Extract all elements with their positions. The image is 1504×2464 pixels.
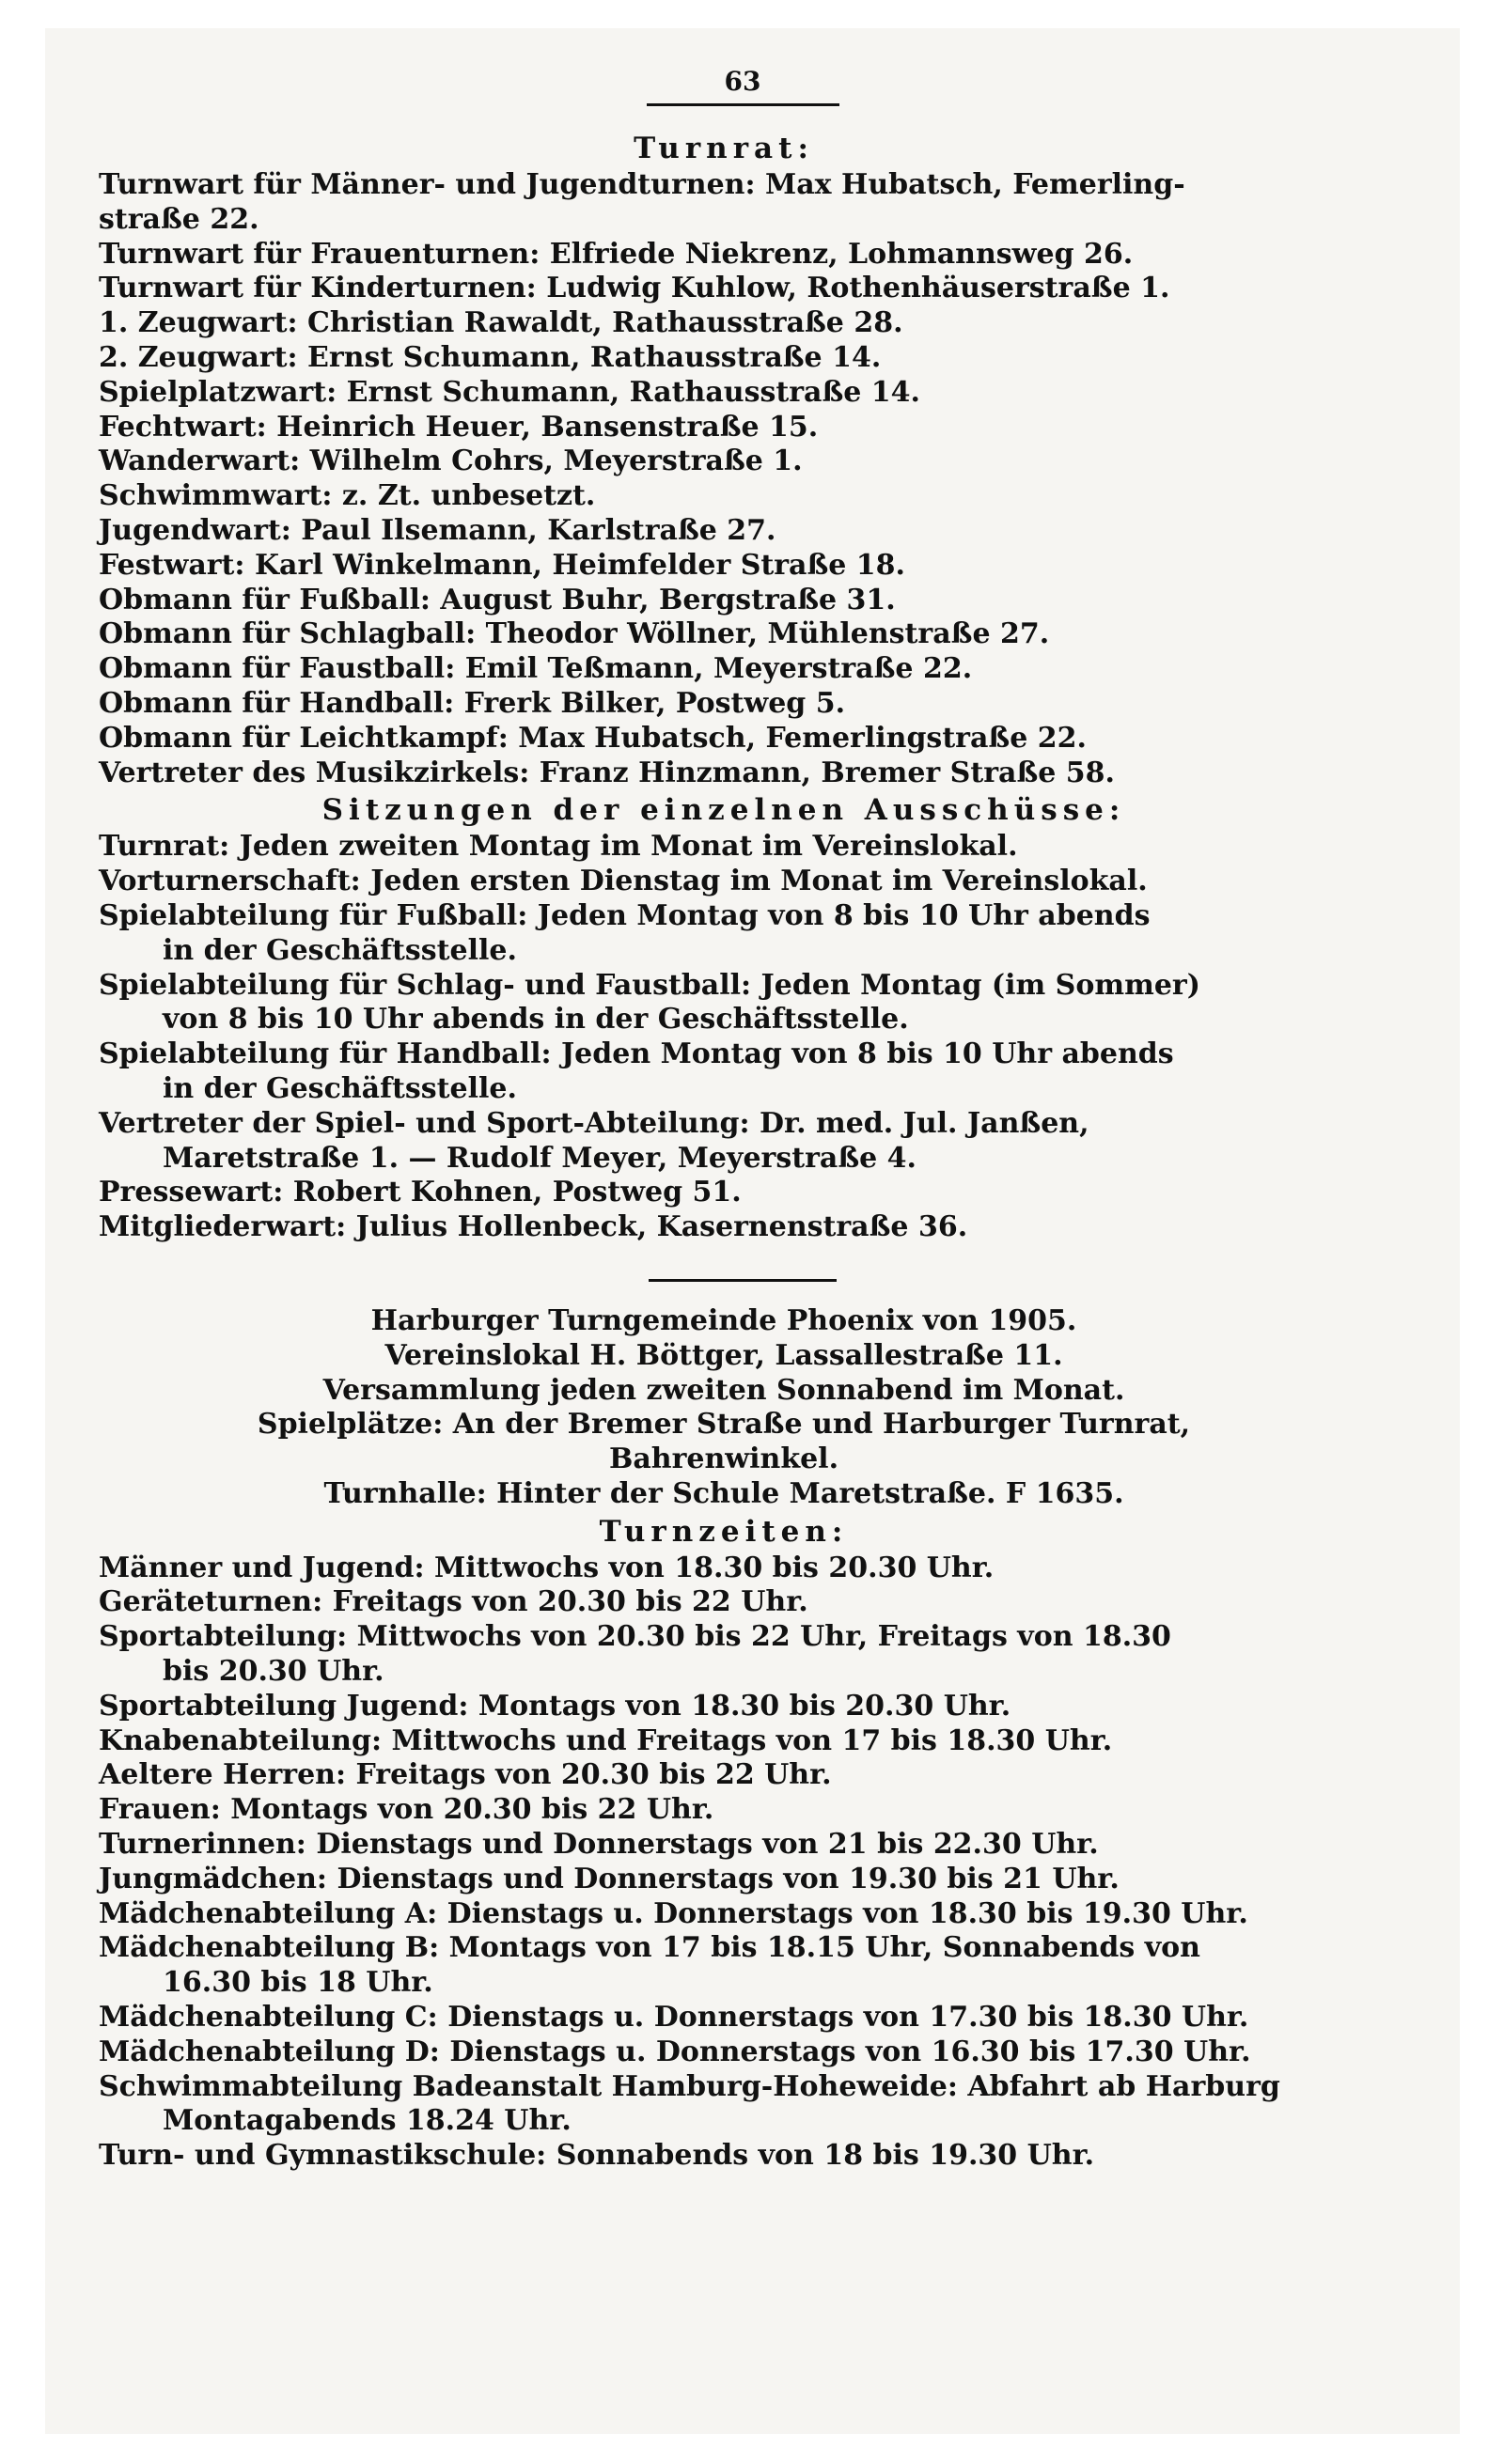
heading-turnzeiten: Turnzeiten:: [599, 1514, 849, 1549]
text-line: Obmann für Faustball: Emil Teßmann, Meyerstraße 22.: [99, 652, 973, 686]
text-line: Männer und Jugend: Mittwochs von 18.30 bis 20.30 Uhr.: [99, 1551, 995, 1584]
text-line: Mädchenabteilung A: Dienstags u. Donnerstags von 18.30 bis 19.30 Uhr.: [99, 1896, 1248, 1930]
text-line: Fechtwart: Heinrich Heuer, Bansenstraße 15.: [99, 410, 819, 444]
text-line: Wanderwart: Wilhelm Cohrs, Meyerstraße 1.: [99, 444, 803, 478]
text-line: bis 20.30 Uhr.: [163, 1655, 384, 1689]
text-line: von 8 bis 10 Uhr abends in der Geschäftsstelle.: [163, 1003, 909, 1037]
text-line: Sportabteilung Jugend: Montags von 18.30 bis 20.30 Uhr.: [99, 1689, 1011, 1723]
text-line: Spielabteilung für Fußball: Jeden Montag von 8 bis 10 Uhr abends: [99, 898, 1151, 932]
text-line: in der Geschäftsstelle.: [163, 933, 517, 967]
text-line: Turn- und Gymnastikschule: Sonnabends von 18 bis 19.30 Uhr.: [99, 2139, 1095, 2173]
text-line: Vertreter des Musikzirkels: Franz Hinzmann, Bremer Straße 58.: [99, 756, 1115, 789]
text-line: 2. Zeugwart: Ernst Schumann, Rathausstraße 14.: [99, 340, 882, 374]
club-title: Harburger Turngemeinde Phoenix von 1905.: [370, 1303, 1077, 1337]
turnzeiten-list: [99, 1552, 1349, 2174]
text-line: Montagabends 18.24 Uhr.: [163, 2104, 572, 2138]
text-line: Aeltere Herren: Freitags von 20.30 bis 22 Uhr.: [99, 1758, 832, 1792]
text-line: Pressewart: Robert Kohnen, Postweg 51.: [99, 1176, 742, 1209]
text-line: Turnwart für Kinderturnen: Ludwig Kuhlow, Rothenhäuserstraße 1.: [99, 272, 1170, 305]
text-line: Obmann für Fußball: August Buhr, Bergstraße 31.: [99, 583, 896, 616]
text-line: Mädchenabteilung D: Dienstags u. Donnerstags von 16.30 bis 17.30 Uhr.: [99, 2035, 1251, 2068]
text-line: Schwimmwart: z. Zt. unbesetzt.: [99, 479, 596, 513]
text-line: Vertreter der Spiel- und Sport-Abteilung: Dr. med. Jul. Janßen,: [99, 1106, 1089, 1140]
text-line: Mädchenabteilung B: Montags von 17 bis 18.15 Uhr, Sonnabends von: [99, 1931, 1200, 1965]
club-turnhalle: Turnhalle: Hinter der Schule Maretstraße. F 1635.: [323, 1476, 1124, 1510]
text-line: Obmann für Schlagball: Theodor Wöllner, Mühlenstraße 27.: [99, 617, 1050, 651]
text-line: 1. Zeugwart: Christian Rawaldt, Rathausstraße 28.: [99, 306, 903, 340]
text-line: 16.30 bis 18 Uhr.: [163, 1966, 433, 2000]
text-line: Geräteturnen: Freitags von 20.30 bis 22 Uhr.: [99, 1585, 808, 1619]
text-line: Obmann für Handball: Frerk Bilker, Postweg 5.: [99, 686, 846, 720]
text-line: Vorturnerschaft: Jeden ersten Dienstag im Monat im Vereinslokal.: [99, 865, 1148, 898]
text-line: Sportabteilung: Mittwochs von 20.30 bis 22 Uhr, Freitags von 18.30: [99, 1620, 1171, 1654]
section-divider: [649, 1279, 837, 1282]
text-line: Turnrat: Jeden zweiten Montag im Monat im Vereinslokal.: [99, 830, 1018, 864]
text-line: Knabenabteilung: Mittwochs und Freitags von 17 bis 18.30 Uhr.: [99, 1723, 1113, 1757]
club-spielplaetze-cont: Bahrenwinkel.: [608, 1443, 839, 1476]
text-line: in der Geschäftsstelle.: [163, 1071, 517, 1105]
text-line: Jugendwart: Paul Ilsemann, Karlstraße 27.: [99, 513, 776, 547]
text-line: Spielabteilung für Handball: Jeden Montag von 8 bis 10 Uhr abends: [99, 1037, 1174, 1071]
text-line: Obmann für Leichtkampf: Max Hubatsch, Femerlingstraße 22.: [99, 721, 1087, 755]
text-line: straße 22.: [99, 202, 259, 236]
page-number-rule: [647, 103, 839, 106]
sitzungen-list: [99, 830, 1349, 1245]
page-number: 63: [724, 66, 761, 97]
text-line: Spielplatzwart: Ernst Schumann, Rathausstraße 14.: [99, 375, 920, 409]
heading-sitzungen: Sitzungen der einzelnen Ausschüsse:: [321, 793, 1126, 828]
club-lokal: Vereinslokal H. Böttger, Lassallestraße 11.: [384, 1338, 1063, 1372]
club-versammlung: Versammlung jeden zweiten Sonnabend im Monat.: [322, 1373, 1125, 1407]
text-line: Turnwart für Frauenturnen: Elfriede Niekrenz, Lohmannsweg 26.: [99, 237, 1134, 271]
text-line: Spielabteilung für Schlag- und Faustball: Jeden Montag (im Sommer): [99, 968, 1200, 1002]
text-line: Jungmädchen: Dienstags und Donnerstags von 19.30 bis 21 Uhr.: [99, 1862, 1120, 1895]
text-line: Mädchenabteilung C: Dienstags u. Donnerstags von 17.30 bis 18.30 Uhr.: [99, 2001, 1249, 2035]
text-line: Festwart: Karl Winkelmann, Heimfelder Straße 18.: [99, 548, 905, 582]
turnrat-list: [99, 168, 1349, 790]
text-line: Maretstraße 1. — Rudolf Meyer, Meyerstraße 4.: [163, 1141, 916, 1175]
page-content: [99, 66, 1349, 2174]
heading-turnrat: Turnrat:: [634, 132, 814, 165]
text-line: Mitgliederwart: Julius Hollenbeck, Kasernenstraße 36.: [99, 1210, 968, 1244]
text-line: Schwimmabteilung Badeanstalt Hamburg-Hoheweide: Abfahrt ab Harburg: [99, 2069, 1280, 2103]
text-line: Turnerinnen: Dienstags und Donnerstags von 21 bis 22.30 Uhr.: [99, 1828, 1099, 1862]
club-spielplaetze: Spielplätze: An der Bremer Straße und Harburger Turnrat,: [257, 1408, 1191, 1442]
text-line: Frauen: Montags von 20.30 bis 22 Uhr.: [99, 1793, 714, 1827]
text-line: Turnwart für Männer- und Jugendturnen: Max Hubatsch, Femerling-: [99, 168, 1185, 201]
